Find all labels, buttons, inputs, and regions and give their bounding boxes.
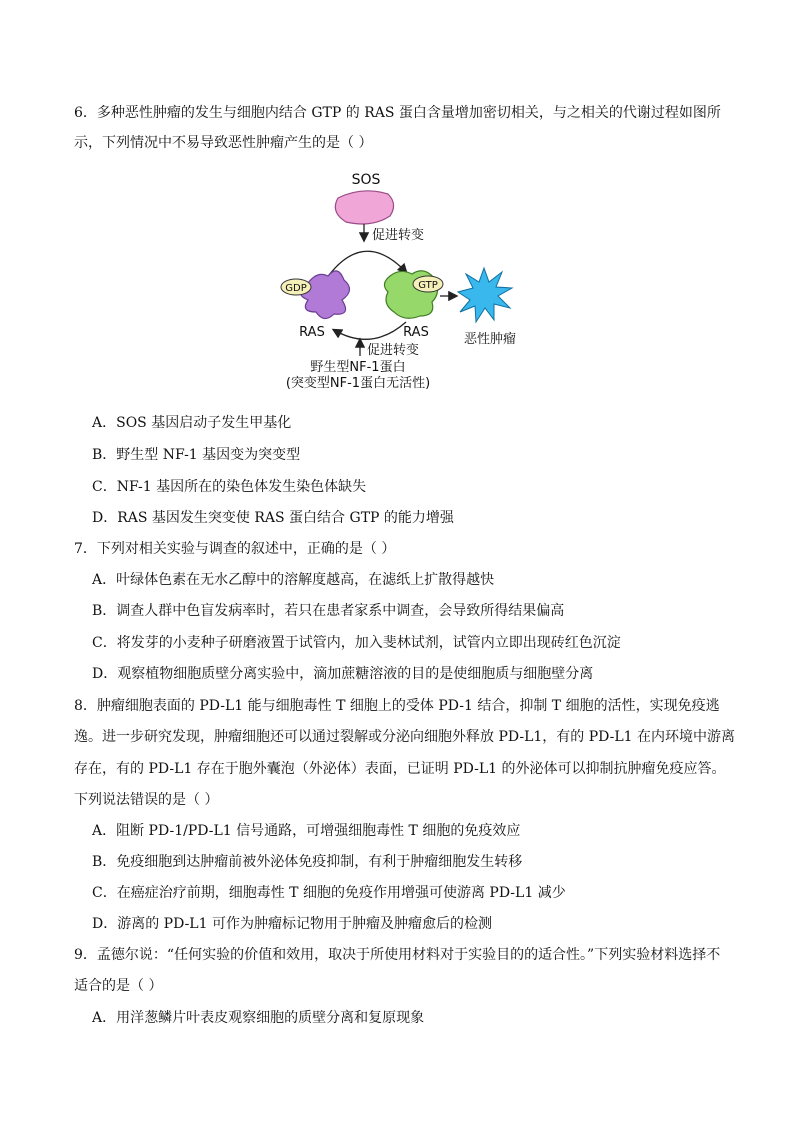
q7-option-b: B．调查人群中色盲发病率时，若只在患者家系中调查，会导致所得结果偏高 <box>92 603 565 619</box>
sos-protein-shape <box>335 191 393 224</box>
ras-label-right: RAS <box>403 325 429 340</box>
q6-option-a: A．SOS 基因启动子发生甲基化 <box>92 415 292 431</box>
q8-stem-line-2: 逸。进一步研究发现，肿瘤细胞还可以通过裂解或分泌向细胞外释放 PD-L1，有的 PD-L1 在内环境中游离 <box>74 729 736 745</box>
q7-option-d: D．观察植物细胞质壁分离实验中，滴加蔗糖溶液的目的是使细胞质与细胞壁分离 <box>92 666 594 682</box>
q6-option-c: C．NF-1 基因所在的染色体发生染色体缺失 <box>92 479 367 495</box>
q6-option-d: D．RAS 基因发生突变使 RAS 蛋白结合 GTP 的能力增强 <box>92 510 454 526</box>
q6-stem-line-2: 示，下列情况中不易导致恶性肿瘤产生的是（ ） <box>74 135 373 151</box>
q9-stem-line-1: 9．孟德尔说：“任何实验的价值和效用，取决于所使用材料对于实验目的的适合性。”下列实验材料选择不 <box>74 947 721 963</box>
q8-option-b: B．免疫细胞到达肿瘤前被外泌体免疫抑制，有利于肿瘤细胞发生转移 <box>92 854 523 870</box>
q8-option-d: D．游离的 PD-L1 可作为肿瘤标记物用于肿瘤及肿瘤愈后的检测 <box>92 916 492 932</box>
q8-option-c: C．在癌症治疗前期，细胞毒性 T 细胞的免疫作用增强可使游离 PD-L1 减少 <box>92 885 566 901</box>
q6-option-b: B．野生型 NF-1 基因变为突变型 <box>92 447 301 463</box>
q8-stem-line-3: 存在，有的 PD-L1 存在于胞外囊泡（外泌体）表面，已证明 PD-L1 的外泌体可以抑制抗肿瘤免疫应答。 <box>74 761 726 777</box>
q8-stem-line-1: 8．肿瘤细胞表面的 PD-L1 能与细胞毒性 T 细胞上的受体 PD-1 结合，抑制 T 细胞的活性，实现免疫逃 <box>74 698 720 714</box>
nf1-wild-type-label: 野生型NF-1蛋白 <box>310 360 406 375</box>
cycle-arc-bottom <box>334 322 406 339</box>
q7-option-a: A．叶绿体色素在无水乙醇中的溶解度越高，在滤纸上扩散得越快 <box>92 572 495 588</box>
ras-label-left: RAS <box>299 325 325 340</box>
q9-stem-line-2: 适合的是（ ） <box>74 978 163 994</box>
ras-gdp-protein-shape <box>300 271 349 319</box>
q9-option-a: A．用洋葱鳞片叶表皮观察细胞的质壁分离和复原现象 <box>92 1010 425 1026</box>
tumor-label: 恶性肿瘤 <box>463 332 517 347</box>
promote-label-bottom: 促进转变 <box>367 343 420 358</box>
q6-stem-line-1: 6．多种恶性肿瘤的发生与细胞内结合 GTP 的 RAS 蛋白含量增加密切相关，与之相关的代谢过程如图所 <box>74 105 721 121</box>
q7-option-c: C．将发芽的小麦种子研磨液置于试管内，加入斐林试剂，试管内立即出现砖红色沉淀 <box>92 635 621 651</box>
q8-option-a: A．阻断 PD-1/PD-L1 信号通路，可增强细胞毒性 T 细胞的免疫效应 <box>92 823 521 839</box>
gdp-label: GDP <box>285 283 307 294</box>
promote-label-top: 促进转变 <box>372 228 425 243</box>
q8-stem-line-4: 下列说法错误的是（ ） <box>74 792 219 808</box>
nf1-mutant-label: (突变型NF-1蛋白无活性) <box>285 376 431 391</box>
q7-stem: 7．下列对相关实验与调查的叙述中，正确的是（ ） <box>74 541 396 557</box>
q6-figure-ras-pathway <box>272 166 532 396</box>
sos-label: SOS <box>351 172 381 188</box>
gtp-label: GTP <box>418 280 438 291</box>
tumor-starburst-icon <box>458 268 512 322</box>
